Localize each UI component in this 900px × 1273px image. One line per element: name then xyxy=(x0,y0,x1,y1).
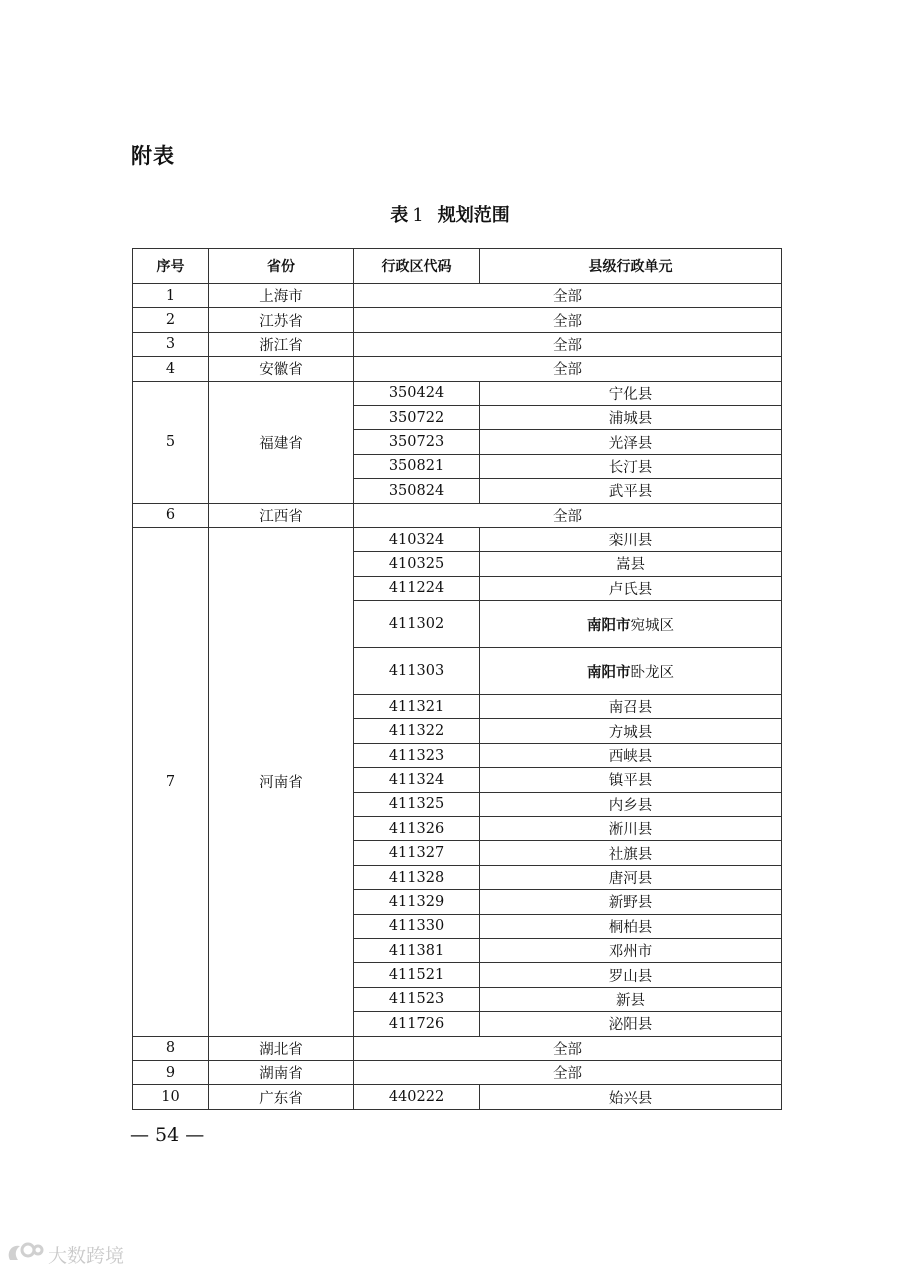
county-unit-cell xyxy=(480,792,782,816)
row-number: 10 xyxy=(133,1085,209,1109)
admin-code-cell: 411328 xyxy=(354,865,480,889)
row-number: 8 xyxy=(133,1036,209,1060)
county-unit-cell xyxy=(480,963,782,987)
caption-title: 规划范围 xyxy=(437,205,510,226)
county-unit-cell xyxy=(480,743,782,767)
province-cell: 福建省 xyxy=(209,381,354,503)
row-number: 7 xyxy=(133,527,209,1036)
table-row xyxy=(133,1036,782,1060)
row-number: 2 xyxy=(133,308,209,332)
admin-code-cell: 411327 xyxy=(354,841,480,865)
row-number: 4 xyxy=(133,357,209,381)
province-cell: 安徽省 xyxy=(209,357,354,381)
county-unit-cell xyxy=(480,454,782,478)
county-unit-cell xyxy=(480,768,782,792)
province-cell: 河南省 xyxy=(209,527,354,1036)
county-unit-cell xyxy=(480,552,782,576)
table-row xyxy=(133,1085,782,1109)
county-unit-name: 嵩县 xyxy=(616,557,645,574)
row-number: 9 xyxy=(133,1060,209,1084)
admin-code-cell: 410325 xyxy=(354,552,480,576)
all-units-cell: 全部 xyxy=(354,284,782,308)
admin-code-cell: 440222 xyxy=(354,1085,480,1109)
province-cell: 广东省 xyxy=(209,1085,354,1109)
county-unit-cell xyxy=(480,938,782,962)
county-unit-name: 新县 xyxy=(616,992,645,1009)
admin-code-cell: 350722 xyxy=(354,405,480,429)
county-unit-name: 长汀县 xyxy=(608,459,653,476)
county-unit-name: 淅川县 xyxy=(608,822,653,839)
page-number: — 54 — xyxy=(130,1124,205,1146)
county-unit-name: 卧龙区 xyxy=(630,664,674,681)
province-cell: 江西省 xyxy=(209,503,354,527)
county-unit-cell xyxy=(480,695,782,719)
admin-code-cell: 350824 xyxy=(354,479,480,503)
province-cell: 湖北省 xyxy=(209,1036,354,1060)
watermark xyxy=(4,1240,124,1268)
all-units-cell: 全部 xyxy=(354,332,782,356)
county-unit-name: 光泽县 xyxy=(608,435,653,452)
appendix-heading: 附表 xyxy=(131,144,175,168)
table-row xyxy=(133,527,782,551)
county-unit-cell xyxy=(480,719,782,743)
county-unit-cell xyxy=(480,576,782,600)
province-cell: 浙江省 xyxy=(209,332,354,356)
admin-code-cell: 411322 xyxy=(354,719,480,743)
table-row xyxy=(133,332,782,356)
county-unit-name: 唐河县 xyxy=(608,871,653,887)
county-unit-name: 宛城区 xyxy=(630,617,674,634)
county-unit-name: 卢氏县 xyxy=(608,581,653,598)
city-prefix: 南阳市 xyxy=(587,617,631,634)
watermark-text: 大数跨境 xyxy=(48,1244,125,1267)
county-unit-name: 泌阳县 xyxy=(608,1017,653,1034)
admin-code-cell: 411323 xyxy=(354,743,480,767)
admin-code-cell: 411302 xyxy=(354,601,480,648)
admin-code-cell: 411326 xyxy=(354,817,480,841)
county-unit-cell xyxy=(480,817,782,841)
all-units-cell: 全部 xyxy=(354,308,782,332)
county-unit-cell xyxy=(480,890,782,914)
county-unit-name: 邓州市 xyxy=(608,944,653,961)
county-unit-cell xyxy=(480,527,782,551)
county-unit-name: 宁化县 xyxy=(608,386,653,403)
table-body xyxy=(133,284,782,1110)
col-header-province: 省份 xyxy=(209,249,354,284)
county-unit-name: 新野县 xyxy=(608,895,653,912)
county-unit-cell xyxy=(480,381,782,405)
row-number: 3 xyxy=(133,332,209,356)
all-units-cell: 全部 xyxy=(354,1036,782,1060)
county-unit-cell xyxy=(480,987,782,1011)
admin-code-cell: 411523 xyxy=(354,987,480,1011)
planning-scope-table xyxy=(132,248,782,1110)
admin-code-cell: 411521 xyxy=(354,963,480,987)
table-header-row xyxy=(133,249,782,284)
admin-code-cell: 411324 xyxy=(354,768,480,792)
admin-code-cell: 411325 xyxy=(354,792,480,816)
county-unit-name: 西峡县 xyxy=(608,749,653,766)
all-units-cell: 全部 xyxy=(354,357,782,381)
county-unit-name: 罗山县 xyxy=(608,968,653,985)
col-header-no: 序号 xyxy=(133,249,209,284)
all-units-cell: 全部 xyxy=(354,503,782,527)
province-cell: 江苏省 xyxy=(209,308,354,332)
row-number: 6 xyxy=(133,503,209,527)
admin-code-cell: 411726 xyxy=(354,1012,480,1036)
county-unit-name: 内乡县 xyxy=(608,797,653,814)
table-row xyxy=(133,503,782,527)
county-unit-name: 镇平县 xyxy=(608,773,653,790)
admin-code-cell: 350723 xyxy=(354,430,480,454)
all-units-cell: 全部 xyxy=(354,1060,782,1084)
county-unit-name: 南召县 xyxy=(608,700,653,717)
county-unit-cell xyxy=(480,405,782,429)
county-unit-cell xyxy=(480,601,782,648)
admin-code-cell: 410324 xyxy=(354,527,480,551)
col-header-code: 行政区代码 xyxy=(354,249,480,284)
county-unit-cell xyxy=(480,648,782,695)
county-unit-cell xyxy=(480,1085,782,1109)
province-cell: 湖南省 xyxy=(209,1060,354,1084)
watermark-logo-icon xyxy=(4,1240,44,1268)
table-row xyxy=(133,284,782,308)
county-unit-name: 桐柏县 xyxy=(608,919,653,936)
table-row xyxy=(133,308,782,332)
county-unit-cell xyxy=(480,479,782,503)
admin-code-cell: 350821 xyxy=(354,454,480,478)
county-unit-cell xyxy=(480,914,782,938)
county-unit-name: 浦城县 xyxy=(608,411,653,428)
row-number: 1 xyxy=(133,284,209,308)
admin-code-cell: 350424 xyxy=(354,381,480,405)
province-cell: 上海市 xyxy=(209,284,354,308)
county-unit-cell xyxy=(480,1012,782,1036)
table-caption xyxy=(0,201,900,227)
admin-code-cell: 411381 xyxy=(354,938,480,962)
county-unit-name: 始兴县 xyxy=(608,1090,653,1107)
table-row xyxy=(133,381,782,405)
county-unit-cell xyxy=(480,430,782,454)
row-number: 5 xyxy=(133,381,209,503)
admin-code-cell: 411303 xyxy=(354,648,480,695)
county-unit-name: 社旗县 xyxy=(608,846,653,863)
city-prefix: 南阳市 xyxy=(587,664,631,681)
county-unit-cell xyxy=(480,841,782,865)
admin-code-cell: 411224 xyxy=(354,576,480,600)
county-unit-cell xyxy=(480,865,782,889)
table-row xyxy=(133,1060,782,1084)
admin-code-cell: 411329 xyxy=(354,890,480,914)
county-unit-name: 栾川县 xyxy=(608,533,653,550)
col-header-unit: 县级行政单元 xyxy=(480,249,782,284)
caption-number: 1 xyxy=(412,205,424,226)
county-unit-name: 武平县 xyxy=(608,484,653,501)
caption-prefix: 表 xyxy=(390,205,409,226)
table-row xyxy=(133,357,782,381)
admin-code-cell: 411330 xyxy=(354,914,480,938)
county-unit-name: 方城县 xyxy=(608,724,653,741)
admin-code-cell: 411321 xyxy=(354,695,480,719)
